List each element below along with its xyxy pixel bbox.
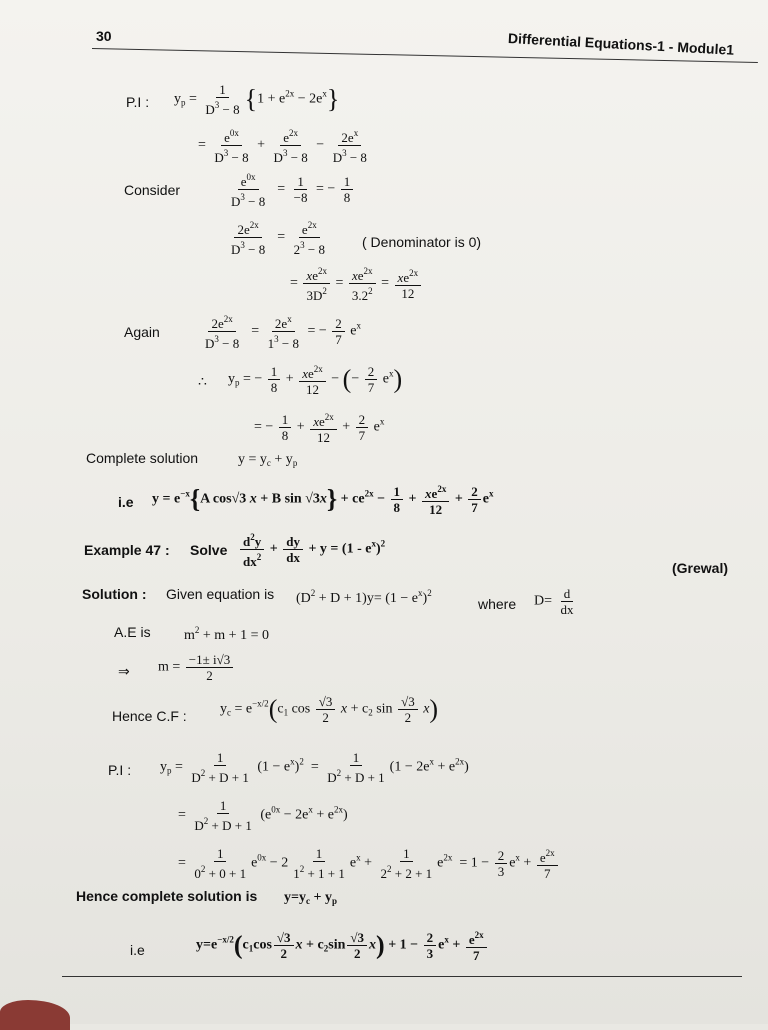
- page-number: 30: [96, 28, 112, 44]
- pi-eq-1: $y_p$ = $\frac{1}{D^3 - 8}$ $\{1 + e^{2x} - 2e^x\}$: [174, 82, 340, 117]
- cf-eq: $y_c = e^{-x/2}(c_1$ cos $\frac{√3}{2}$ $x + c_2$ sin $\frac{√3}{2}$ x): [220, 694, 439, 725]
- hence-cf-label: Hence C.F :: [112, 708, 187, 724]
- ae-eq: $m^2 + m + 1 = 0$: [184, 625, 269, 643]
- example-eq: $\frac{d^2y}{dx^2}$ + $\frac{dy}{dx}$ + $y = (1 - e^x)^2$: [238, 530, 385, 569]
- pi2-eq-2: = $\frac{1}{D^2 + D + 1}$ $(e^{0x} - 2e^x + e^{2x})$: [178, 798, 348, 833]
- solve-label: Solve: [190, 542, 228, 558]
- implies-symbol: ⇒: [118, 665, 130, 680]
- consider-eq-3: = $\frac{xe^{2x}}{3D^2}$ = $\frac{xe^{2x}}{3.2^2}$ = $\frac{xe^{2x}}{12}$: [290, 264, 423, 303]
- thumb-shadow: [0, 1000, 70, 1030]
- example-label: Example 47 :: [84, 542, 170, 558]
- hence-complete-label: Hence complete solution is: [76, 888, 258, 904]
- roots-eq: m = $\frac{-1\pm i√3}{2}$: [158, 652, 235, 683]
- where-label: where: [478, 596, 517, 612]
- given-label: Given equation is: [166, 586, 275, 602]
- again-eq: $\frac{2e^{2x}}{D^3 - 8}$ = $\frac{2e^x}{1^3 - 8}$ = − $\frac{2}{7}$ $e^x$: [205, 314, 361, 351]
- final-solution-eq: $y=e^{-x/2}(c_1\cos$ $\frac{√3}{2}$ $x + c_2\sin$ $\frac{√3}{2}$ x) + 1 − $\frac{2}{3}$ $e^x$ + $\frac{e^{2x}}{7}$: [196, 928, 489, 963]
- pi-label-2: P.I :: [108, 762, 132, 778]
- hence-complete-eq: $y=y_c + y_p$: [284, 890, 337, 906]
- again-label: Again: [124, 324, 160, 340]
- ie-label-2: i.e: [130, 942, 145, 958]
- yp-eq-2: = − $\frac{1}{8}$ + $\frac{xe^{2x}}{12}$ + $\frac{2}{7}$ $e^x$: [254, 412, 385, 445]
- ie-label-1: i.e: [118, 494, 134, 510]
- running-title: Differential Equations-1 - Module1: [507, 30, 735, 58]
- consider-label: Consider: [124, 182, 181, 198]
- ae-label: A.E is: [114, 624, 151, 640]
- pi-eq-2: = $\frac{e^{0x}}{D^3 - 8}$ + $\frac{e^{2x}}{D^3 - 8}$ − $\frac{2e^x}{D^3 - 8}$: [198, 128, 367, 165]
- given-eq: $(D^2 + D + 1)y= (1 - e^x)^2$: [296, 588, 432, 606]
- footer-rule: [62, 976, 742, 977]
- pi2-eq-3: = $\frac{1}{0^2 + 0 + 1}$ $e^{0x} - 2$ $\frac{1}{1^2 + 1 + 1}$ $e^x$ + $\frac{1}{2^2 + 2 + 1}$ $e^{2x} = 1$ − $\frac{2}{3}$ $e^x$ + $\frac{e^{2x}}{7}$: [178, 846, 560, 881]
- consider-eq: $\frac{e^{0x}}{D^3 - 8}$ = $\frac{1}{-8}$ = − $\frac{1}{8}$: [226, 170, 355, 209]
- complete-solution-label: Complete solution: [86, 450, 199, 466]
- therefore-symbol: ∴: [198, 375, 207, 390]
- solution-label: Solution :: [82, 586, 147, 602]
- grewal-ref: (Grewal): [672, 560, 729, 576]
- denominator-note: ( Denominator is 0): [362, 234, 482, 250]
- yp-eq-1: $y_p$ = − $\frac{1}{8}$ + $\frac{xe^{2x}}{12}$ − (− $\frac{2}{7}$ $e^x$): [228, 364, 403, 397]
- complete-solution-eq: $y = y_c + y_p$: [238, 452, 298, 468]
- d-definition: D= $\frac{d}{dx}$: [534, 586, 574, 617]
- consider-eq-2: $\frac{2e^{2x}}{D^3 - 8}$ = $\frac{e^{2x}}{2^3 - 8}$: [231, 220, 325, 257]
- pi2-eq-1: $y_p$ = $\frac{1}{D^2 + D + 1}$ $(1 - e^x)^2$ = $\frac{1}{D^2 + D + 1}$ $(1 - 2e^x + e^{2x})$: [160, 750, 469, 785]
- general-solution-eq: $y = e^{-x}\{A$ cos√3 x + B $\sin √3x\} + ce^{2x}$ − $\frac{1}{8}$ + $\frac{xe^{2x}}{12}$ + $\frac{2}{7}$ $e^x$: [152, 484, 494, 517]
- pi-label: P.I :: [126, 94, 150, 110]
